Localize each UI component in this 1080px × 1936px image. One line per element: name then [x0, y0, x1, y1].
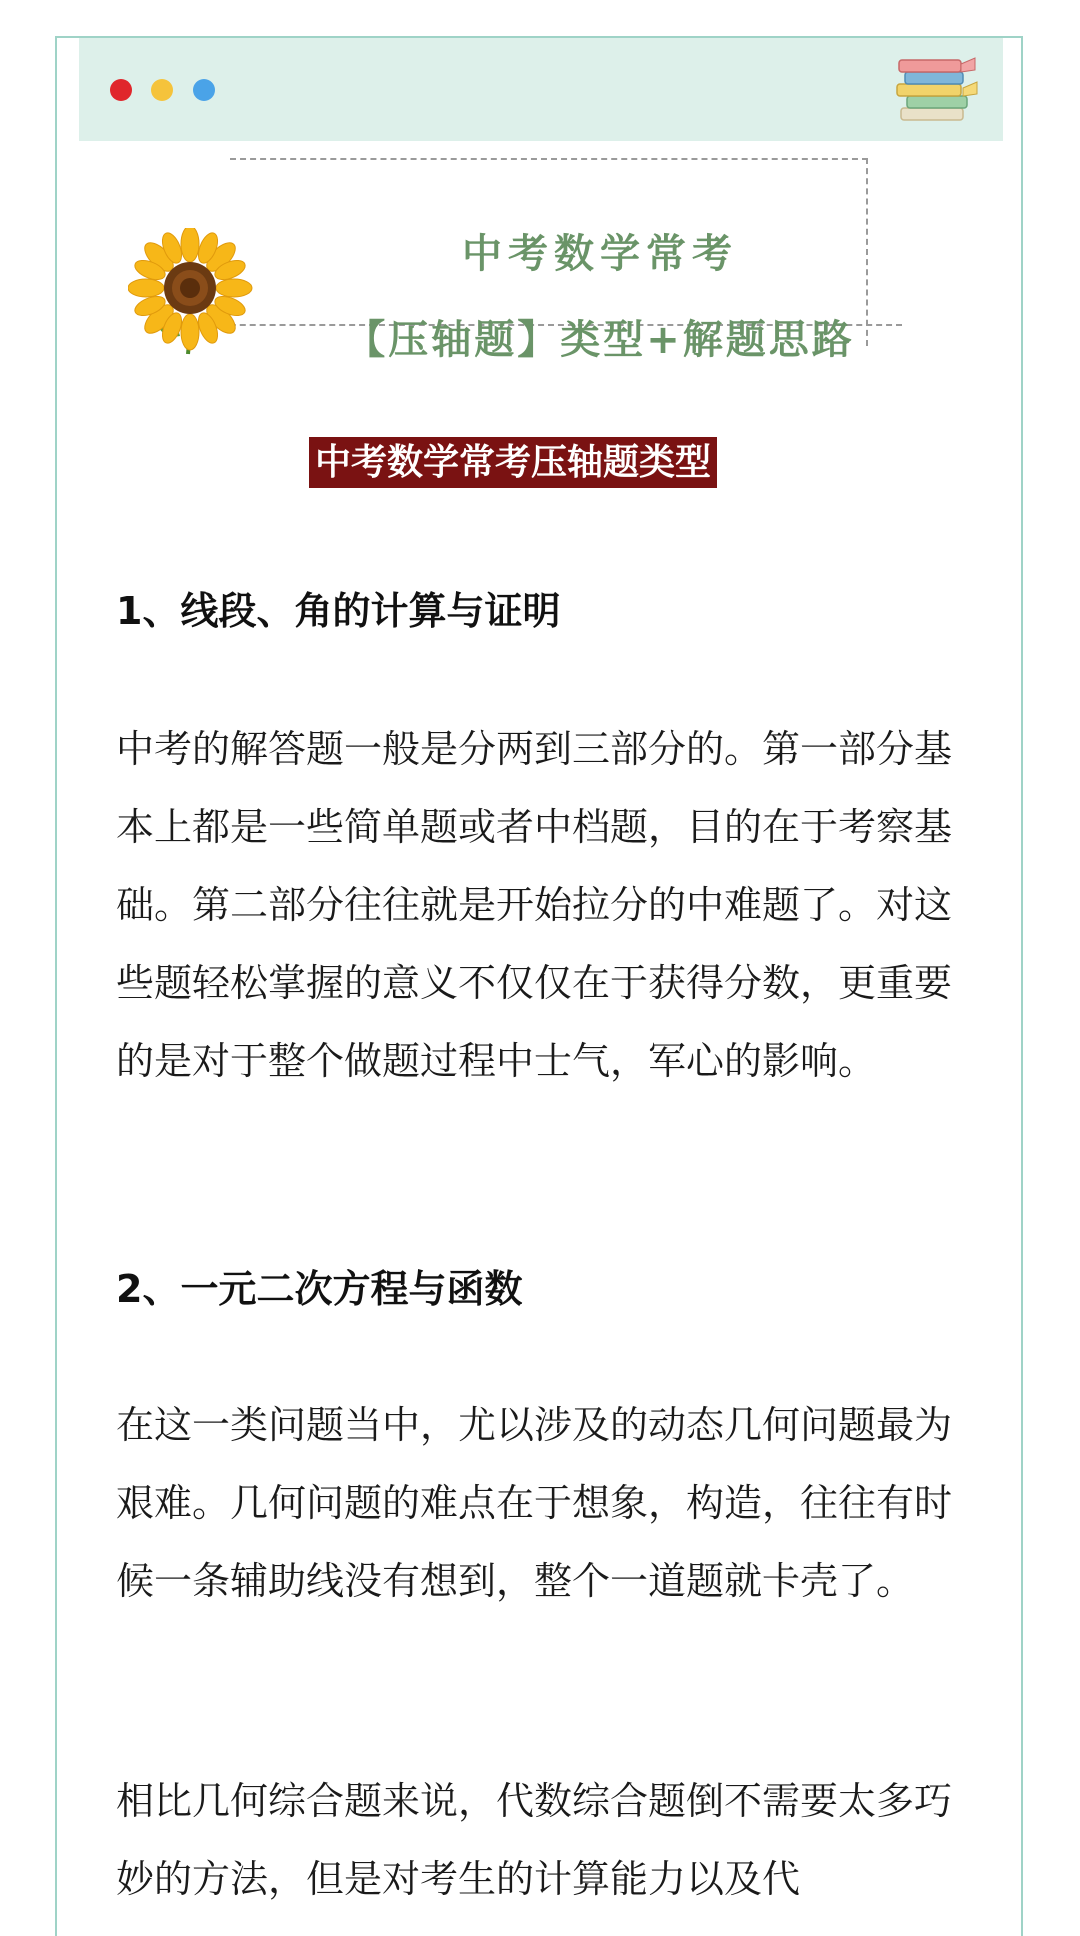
title-line-2: 【压轴题】类型+解题思路 — [345, 317, 855, 363]
section-paragraph: 在这一类问题当中，尤以涉及的动态几何问题最为艰难。几何问题的难点在于想象，构造，往往有时候一条辅助线没有想到，整个一道题就卡壳了。 — [116, 1403, 953, 1603]
section-heading: 2、一元二次方程与函数 — [116, 1267, 523, 1311]
window-header-bar — [79, 38, 1003, 141]
section-paragraph: 相比几何综合题来说，代数综合题倒不需要太多巧妙的方法，但是对考生的计算能力以及代 — [116, 1779, 953, 1901]
section-banner: 中考数学常考压轴题类型 — [309, 437, 717, 488]
books-stack-icon — [891, 50, 981, 130]
yellow-dot-icon — [151, 79, 173, 101]
section-heading: 1、线段、角的计算与证明 — [116, 589, 561, 633]
title-line-1: 中考数学常考 — [462, 231, 738, 277]
red-dot-icon — [110, 79, 132, 101]
dashed-border-top — [230, 158, 868, 160]
blue-dot-icon — [193, 79, 215, 101]
section-paragraph: 中考的解答题一般是分两到三部分的。第一部分基本上都是一些简单题或者中档题，目的在于考察基础。第二部分往往就是开始拉分的中难题了。对这些题轻松掌握的意义不仅仅在于获得分数，更重要的是对于整个做题过程中士气，军心的影响。 — [116, 727, 953, 1083]
sunflower-icon — [128, 228, 258, 358]
